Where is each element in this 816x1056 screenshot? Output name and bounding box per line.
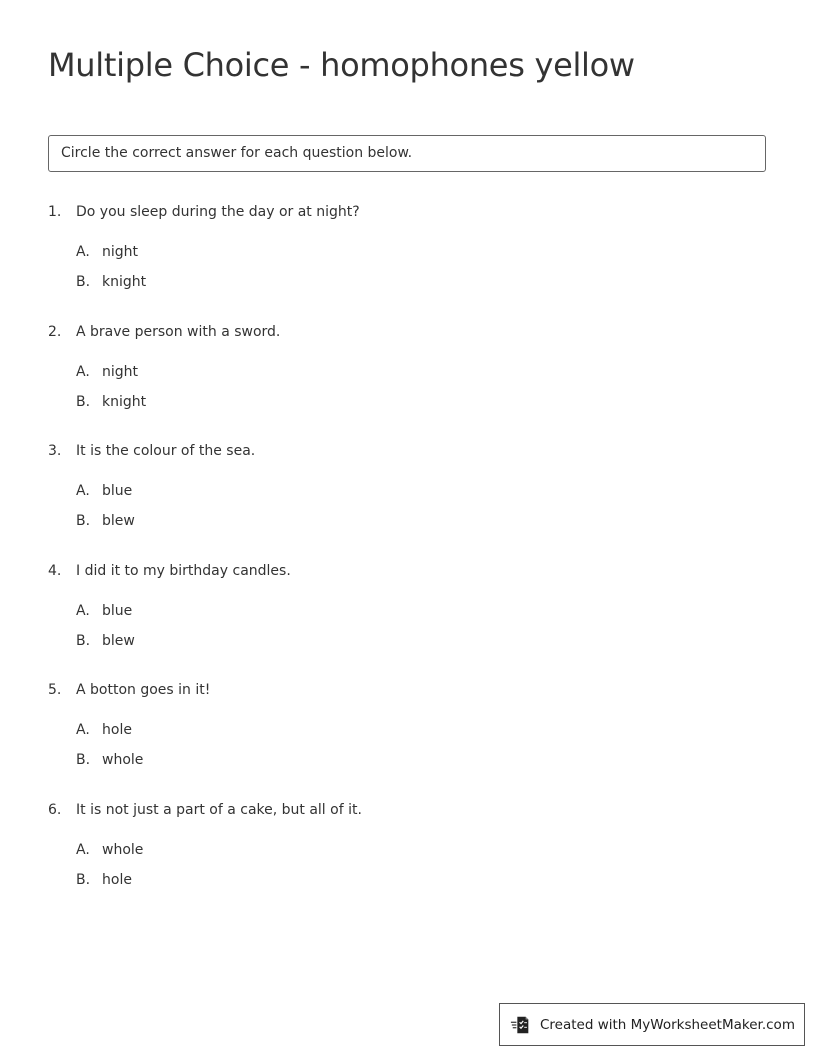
option-letter: B. — [76, 273, 91, 290]
answer-option-b[interactable] — [48, 392, 748, 412]
option-text: whole — [102, 842, 144, 858]
question-text: Do you sleep during the day or at night? — [76, 204, 360, 220]
answer-options — [48, 720, 748, 770]
answer-options — [48, 362, 748, 412]
question-stem — [48, 441, 748, 461]
answer-option-a[interactable] — [48, 601, 748, 621]
option-text: blew — [102, 632, 135, 649]
worksheet-maker-logo-icon — [510, 1014, 532, 1036]
question-stem — [48, 561, 748, 581]
answer-option-a[interactable] — [48, 362, 748, 382]
question-number: 3. — [48, 443, 62, 459]
answer-option-b[interactable] — [48, 870, 748, 890]
option-letter: A. — [76, 842, 90, 858]
question-stem — [48, 680, 748, 700]
question-text: It is the colour of the sea. — [76, 443, 256, 459]
question-2 — [48, 322, 748, 421]
answer-option-a[interactable] — [48, 720, 748, 740]
question-text: I did it to my birthday candles. — [76, 563, 291, 579]
footer-badge[interactable] — [499, 1003, 805, 1046]
answer-option-b[interactable] — [48, 631, 748, 651]
question-text: A botton goes in it! — [76, 682, 211, 698]
answer-options — [48, 481, 748, 531]
option-letter: A. — [76, 603, 90, 619]
option-text: night — [102, 244, 139, 260]
option-letter: B. — [76, 871, 91, 888]
question-stem — [48, 800, 748, 820]
question-stem — [48, 322, 748, 342]
option-text: night — [102, 364, 139, 380]
footer-label: Created with MyWorksheetMaker.com — [540, 1016, 795, 1033]
answer-options — [48, 242, 748, 292]
question-number: 2. — [48, 324, 62, 340]
option-text: knight — [102, 393, 147, 410]
question-6 — [48, 800, 748, 899]
question-3 — [48, 441, 748, 540]
question-text: It is not just a part of a cake, but all of it. — [76, 802, 362, 818]
instructions-box: Circle the correct answer for each question below. — [48, 135, 766, 172]
option-text: hole — [102, 722, 132, 738]
option-letter: A. — [76, 722, 90, 738]
answer-option-a[interactable] — [48, 840, 748, 860]
question-5 — [48, 680, 748, 779]
question-text: A brave person with a sword. — [76, 324, 281, 340]
answer-option-a[interactable] — [48, 242, 748, 262]
answer-options — [48, 840, 748, 890]
question-number: 1. — [48, 204, 62, 220]
answer-options — [48, 601, 748, 651]
option-letter: A. — [76, 483, 90, 499]
question-number: 4. — [48, 563, 62, 579]
option-letter: A. — [76, 244, 90, 260]
answer-option-a[interactable] — [48, 481, 748, 501]
option-text: knight — [102, 273, 147, 290]
option-letter: A. — [76, 364, 90, 380]
option-text: blew — [102, 512, 135, 529]
option-text: blue — [102, 483, 133, 499]
question-4 — [48, 561, 748, 660]
answer-option-b[interactable] — [48, 511, 748, 531]
option-text: whole — [102, 751, 144, 768]
page-title: Multiple Choice - homophones yellow — [48, 46, 635, 84]
answer-option-b[interactable] — [48, 272, 748, 292]
answer-option-b[interactable] — [48, 750, 748, 770]
question-stem — [48, 202, 748, 222]
option-letter: B. — [76, 512, 91, 529]
option-letter: B. — [76, 751, 91, 768]
option-letter: B. — [76, 632, 91, 649]
question-1 — [48, 202, 748, 301]
option-letter: B. — [76, 393, 91, 410]
option-text: hole — [102, 871, 132, 888]
option-text: blue — [102, 603, 133, 619]
question-number: 6. — [48, 802, 62, 818]
question-number: 5. — [48, 682, 62, 698]
